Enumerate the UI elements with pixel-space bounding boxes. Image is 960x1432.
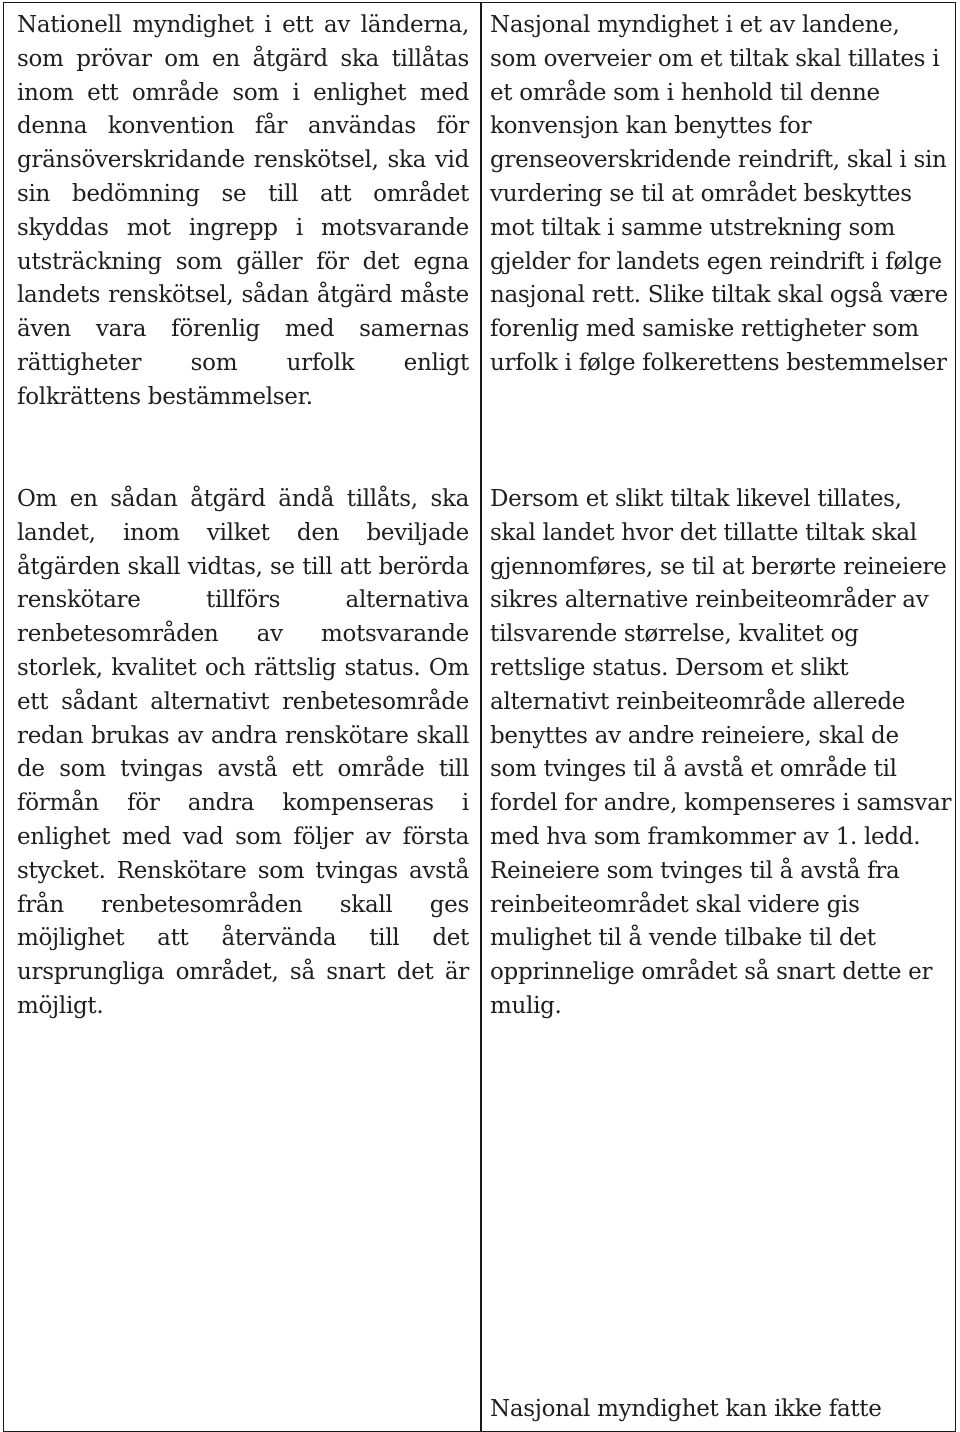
norwegian-paragraph-2: Dersom et slikt tiltak likevel tillates, skal landet hvor det tillatte tiltak skal gjennomføres, se til at berørte reineiere sikres alternative reinbeiteområder av tilsvarende størrelse, kvalitet og rettslige status. Dersom et slikt alternativt reinbeiteområde allerede benyttes av andre reineiere, skal de som tvinges til å avstå et område til fordel for andre, kompenseres i samsvar med hva som framkommer av 1. ledd. Reineiere som tvinges til å avstå fra reinbeiteområdet skal videre gis mulighet til å vende tilbake til det opprinnelige området så snart dette er mulig. — [490, 486, 952, 1019]
bilingual-text-table — [3, 2, 956, 1432]
swedish-paragraph-1: Nationell myndighet i ett av länderna, som prövar om en åtgärd ska tillåtas inom ett område som i enlighet med denna konvention får användas för gränsöverskridande renskötsel, ska vid sin bedömning se till att området skyddas mot ingrepp i motsvarande utsträckning som gäller för det egna landets renskötsel, sådan åtgärd måste även vara förenlig med samernas rättigheter som urfolk enligt folkrättens bestämmelser. — [17, 12, 469, 410]
norwegian-paragraph-1: Nasjonal myndighet i et av landene, som overveier om et tiltak skal tillates i et område som i henhold til denne konvensjon kan benyttes for grenseoverskridende reindrift, skal i sin vurdering se til at området beskyttes mot tiltak i samme utstrekning som gjelder for landets egen reindrift i følge nasjonal rett. Slike tiltak skal også være forenlig med samiske rettigheter som urfolk i følge folkerettens bestemmelser — [490, 12, 948, 376]
swedish-paragraph-2: Om en sådan åtgärd ändå tillåts, ska landet, inom vilket den beviljade åtgärden skall vidtas, se till att berörda renskötare tillförs alternativa renbetesområden av motsvarande storlek, kvalitet och rättslig status. Om ett sådant alternativt renbetesområde redan brukas av andra renskötare skall de som tvingas avstå ett område till förmån för andra kompenseras i enlighet med vad som följer av första stycket. Renskötare som tvingas avstå från renbetesområden skall ges möjlighet att återvända till det ursprungliga området, så snart det är möjligt. — [17, 486, 469, 1019]
norwegian-paragraph-3: Nasjonal myndighet kan ikke fatte — [490, 1396, 882, 1422]
column-divider — [480, 3, 482, 1431]
